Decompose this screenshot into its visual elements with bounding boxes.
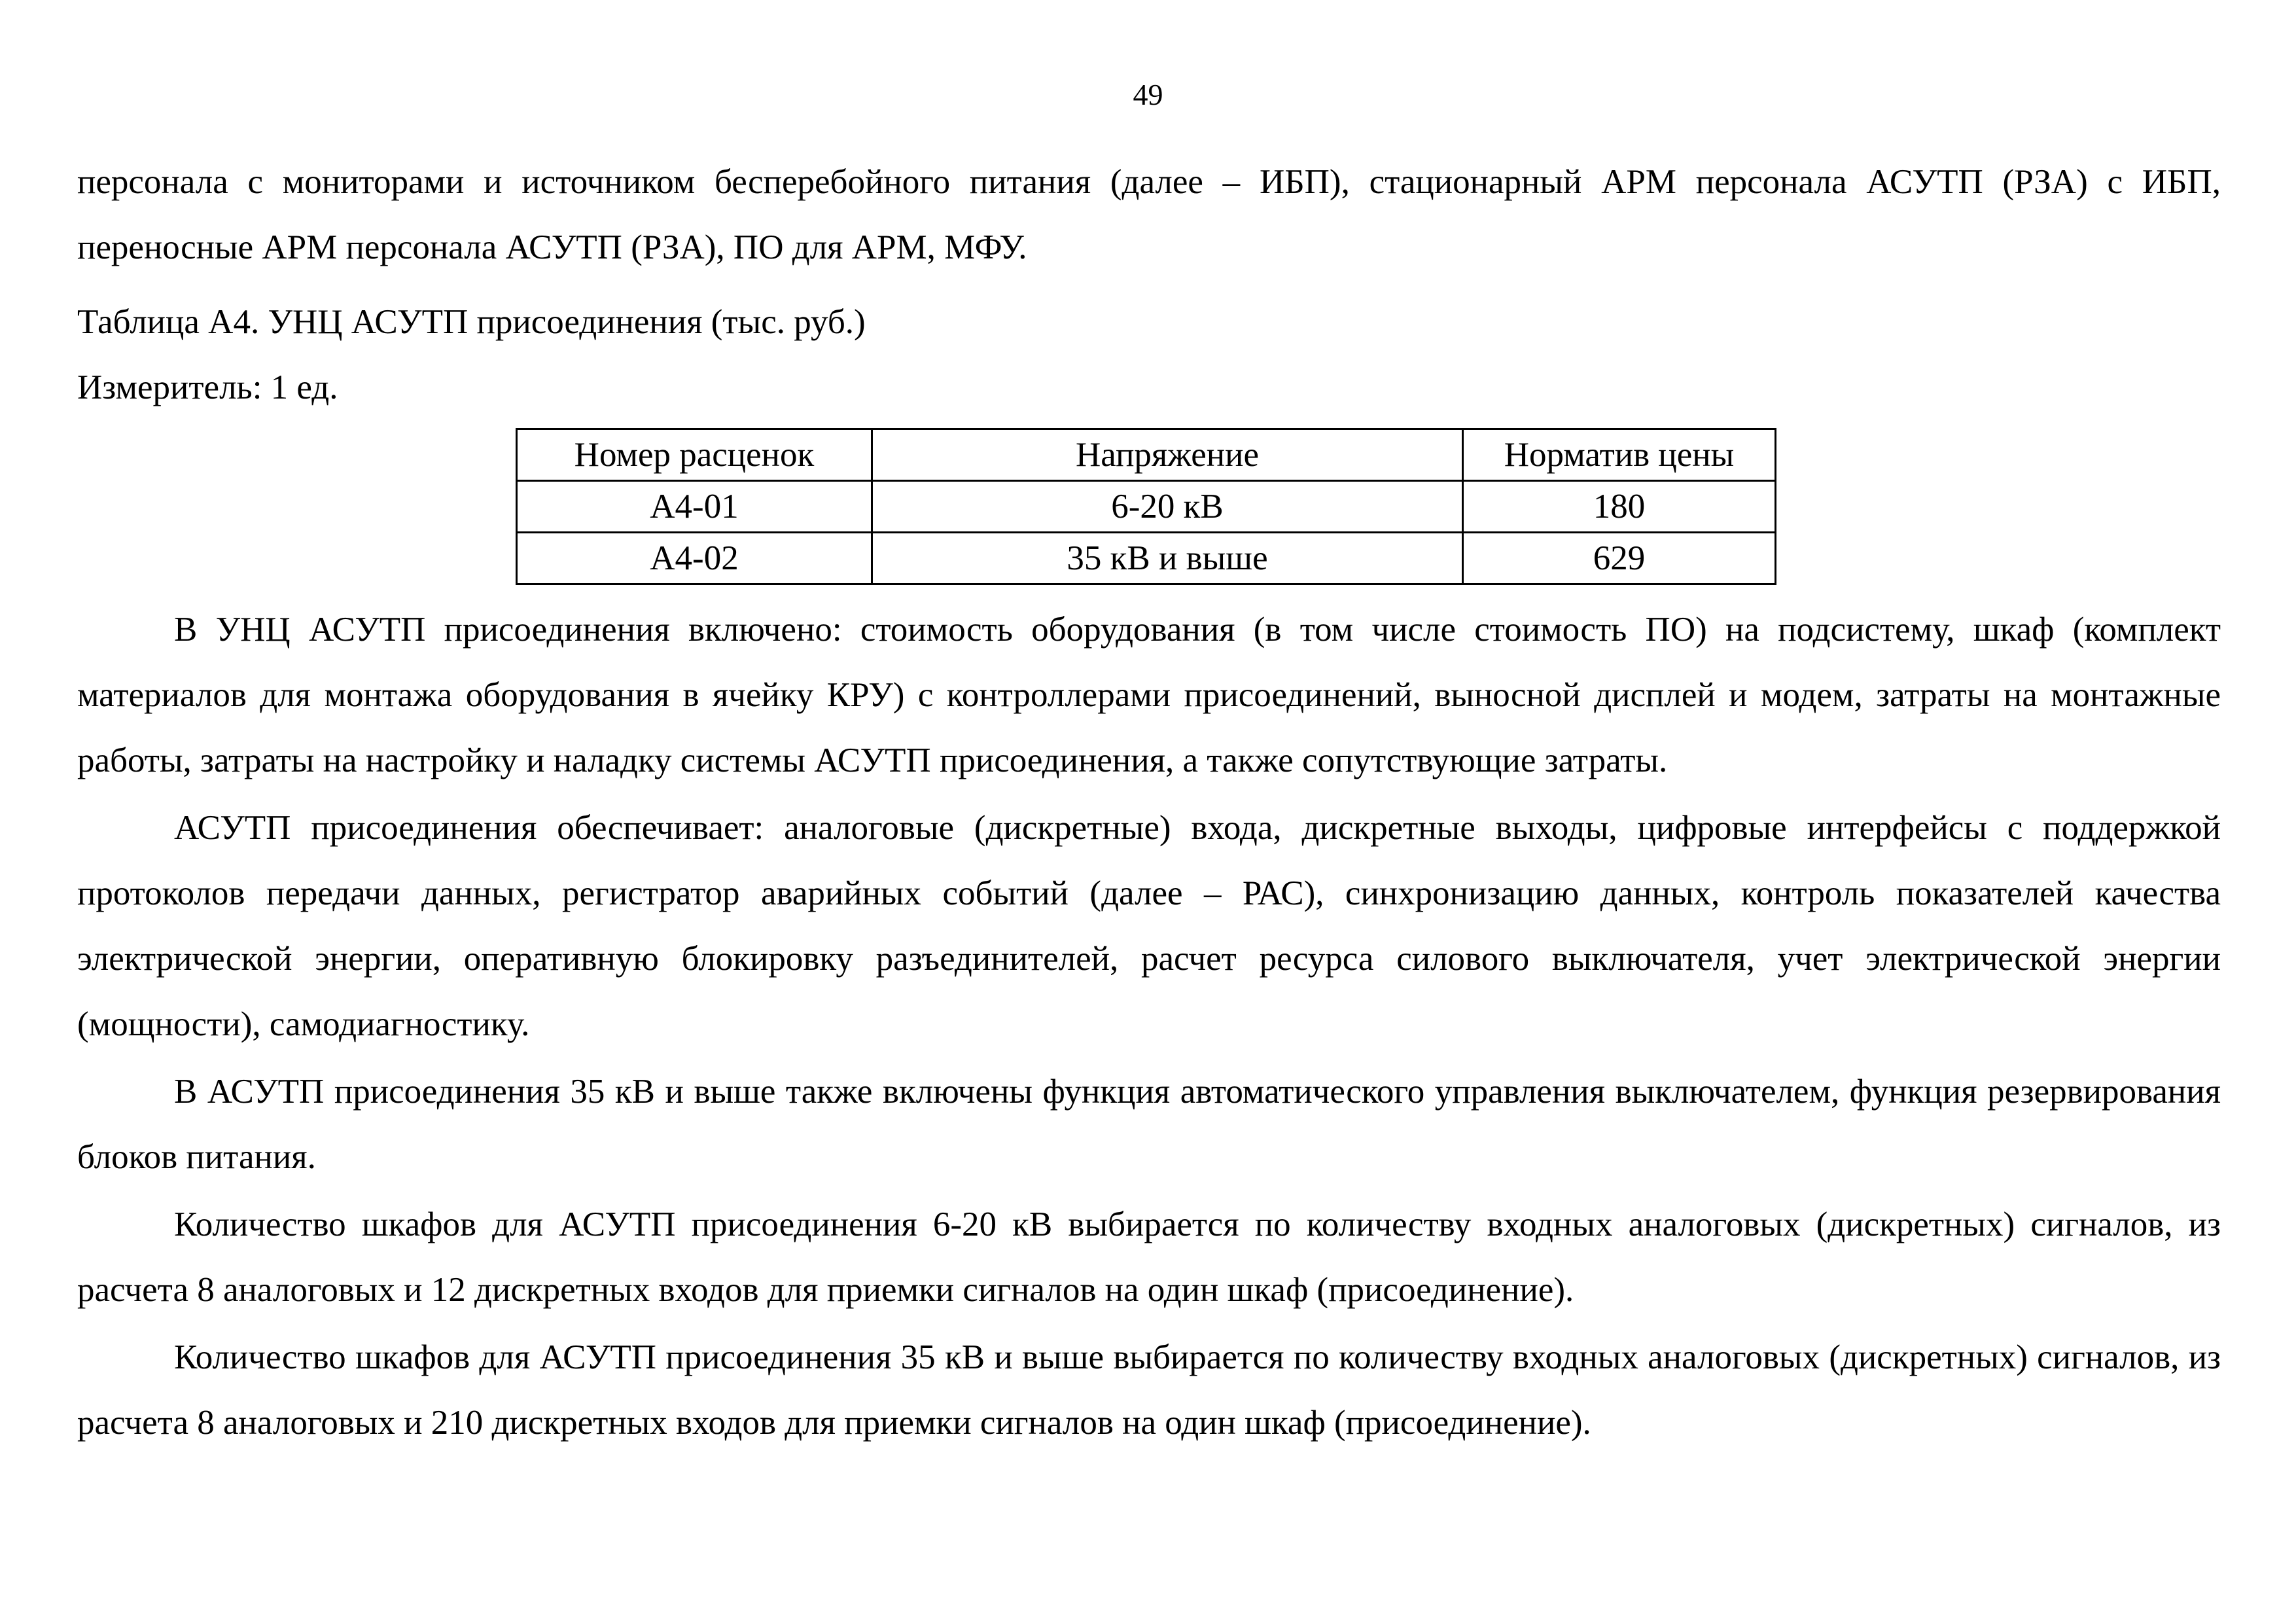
cell-price-code: А4-01 bbox=[517, 481, 872, 533]
price-table bbox=[516, 428, 1776, 585]
table-measure: Измеритель: 1 ед. bbox=[77, 368, 338, 406]
paragraph-cabinets-35kv: Количество шкафов для АСУТП присоединения 35 кВ и выше выбирается по количеству входных аналоговых (дискретных) сигналов, из расчета 8 аналоговых и 210 дискретных входов для приемки сигналов на один шкаф (присоединение). bbox=[77, 1338, 2221, 1442]
paragraph-cabinets-6-20kv: Количество шкафов для АСУТП присоединения 6-20 кВ выбирается по количеству входных аналоговых (дискретных) сигналов, из расчета 8 аналоговых и 12 дискретных входов для приемки сигналов на один шкаф (присоединение). bbox=[77, 1205, 2221, 1309]
table-header-row bbox=[517, 429, 1776, 481]
document-body bbox=[77, 149, 2221, 1457]
cell-voltage: 6-20 кВ bbox=[872, 481, 1463, 533]
header-price-norm: Норматив цены bbox=[1463, 429, 1776, 481]
cell-price-code: А4-02 bbox=[517, 533, 872, 584]
page-number: 49 bbox=[1133, 78, 1163, 111]
cell-voltage: 35 кВ и выше bbox=[872, 533, 1463, 584]
intro-paragraph: персонала с мониторами и источником бесперебойного питания (далее – ИБП), стационарный АРМ персонала АСУТП (РЗА) с ИБП, переносные АРМ персонала АСУТП (РЗА), ПО для АРМ, МФУ. bbox=[77, 163, 2221, 266]
header-voltage: Напряжение bbox=[872, 429, 1463, 481]
cell-price-norm: 180 bbox=[1463, 481, 1776, 533]
paragraph-35kv-functions: В АСУТП присоединения 35 кВ и выше также включены функция автоматического управления выключателем, функция резервирования блоков питания. bbox=[77, 1073, 2221, 1176]
table-row bbox=[517, 481, 1776, 533]
paragraph-included-costs: В УНЦ АСУТП присоединения включено: стоимость оборудования (в том числе стоимость ПО) на подсистему, шкаф (комплект материалов для монтажа оборудования в ячейку КРУ) с контроллерами присоединений, выносной дисплей и модем, затраты на монтажные работы, затраты на настройку и наладку системы АСУТП присоединения, а также сопутствующие затраты. bbox=[77, 611, 2221, 779]
table-caption: Таблица А4. УНЦ АСУТП присоединения (тыс. руб.) bbox=[77, 303, 866, 341]
table-row bbox=[517, 533, 1776, 584]
paragraph-functions: АСУТП присоединения обеспечивает: аналоговые (дискретные) входа, дискретные выходы, цифровые интерфейсы с поддержкой протоколов передачи данных, регистратор аварийных событий (далее – РАС), синхронизацию данных, контроль показателей качества электрической энергии, оперативную блокировку разъединителей, расчет ресурса силового выключателя, учет электрической энергии (мощности), самодиагностику. bbox=[77, 809, 2221, 1043]
header-price-code: Номер расценок bbox=[517, 429, 872, 481]
cell-price-norm: 629 bbox=[1463, 533, 1776, 584]
table-container bbox=[77, 428, 2221, 585]
